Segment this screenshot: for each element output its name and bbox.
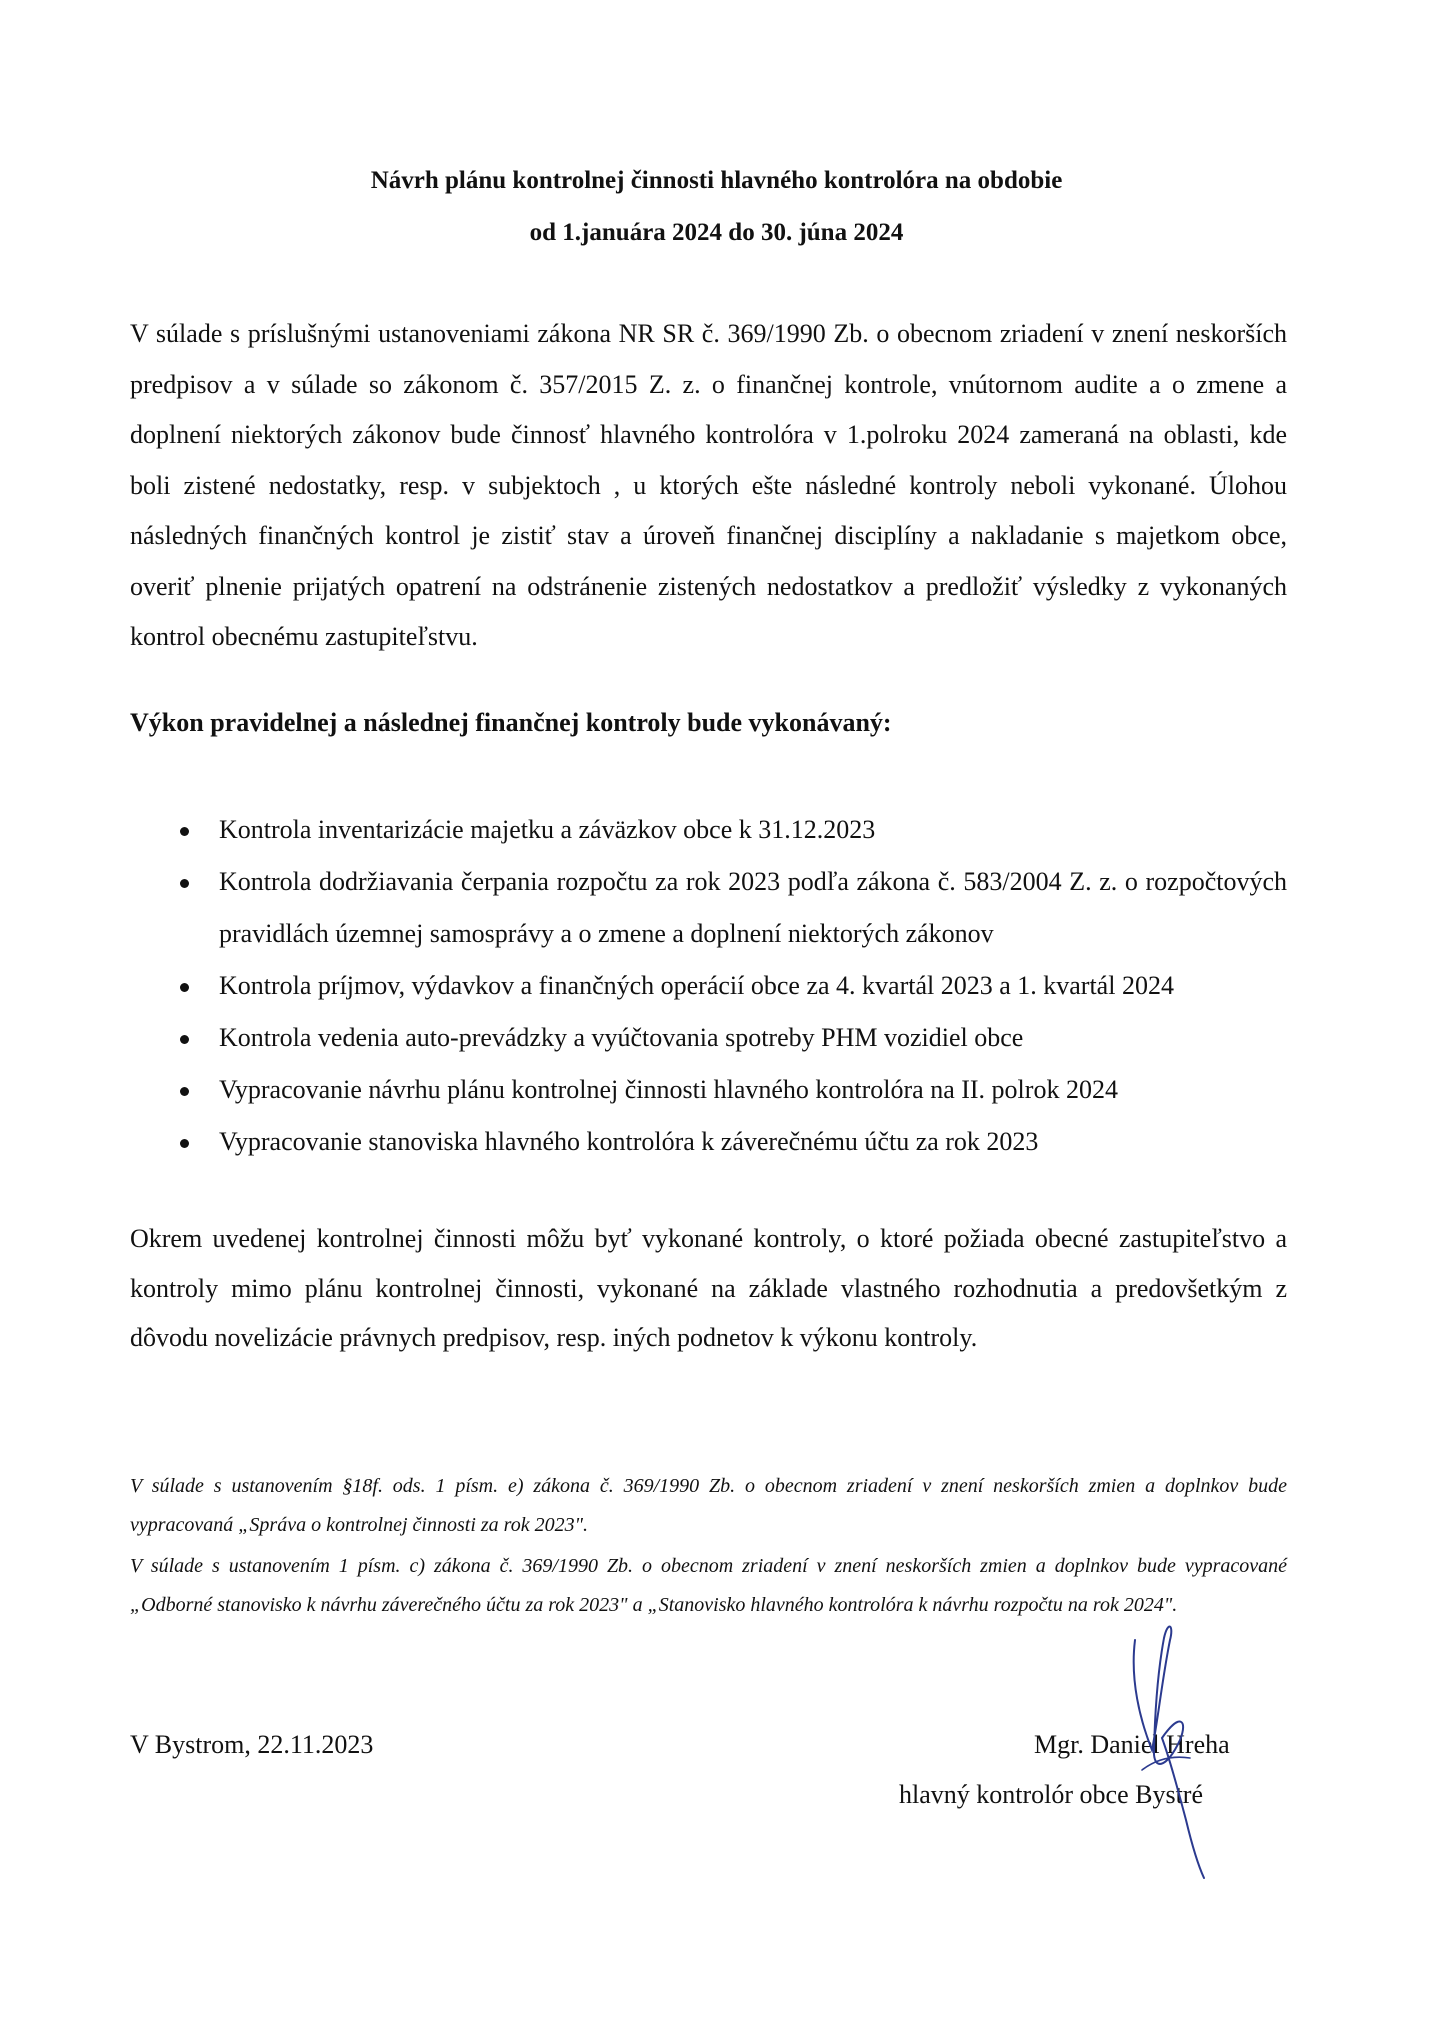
- list-item: [130, 804, 1287, 856]
- list-item-text: Kontrola dodržiavania čerpania rozpočtu za rok 2023 podľa zákona č. 583/2004 Z. z. o rozpočtových pravidlách územnej samosprávy a o zmene a doplnení niektorých zákonov: [219, 867, 1287, 948]
- control-activities-list: [130, 804, 1287, 1168]
- list-item: [130, 856, 1287, 960]
- signatory-name: Mgr. Daniel Hreha: [1034, 1730, 1230, 1759]
- list-item-text: Kontrola vedenia auto-prevádzky a vyúčtovania spotreby PHM vozidiel obce: [219, 1023, 1024, 1052]
- signatory-role: hlavný kontrolór obce Bystré: [899, 1780, 1203, 1809]
- bullet-icon: [180, 983, 189, 992]
- list-item-text: Kontrola inventarizácie majetku a záväzkov obce k 31.12.2023: [219, 815, 876, 844]
- bullet-icon: [180, 1139, 189, 1148]
- place-date: V Bystrom, 22.11.2023: [130, 1730, 374, 1759]
- list-item: [130, 960, 1287, 1012]
- intro-paragraph: V súlade s príslušnými ustanoveniami zákona NR SR č. 369/1990 Zb. o obecnom zriadení v znení neskorších predpisov a v súlade so zákonom č. 357/2015 Z. z. o finančnej kontrole, vnútornom audite a o zmene a doplnení niektorých zákonov bude činnosť hlavného kontrolóra v 1.polroku 2024 zameraná na oblasti, kde boli zistené nedostatky, resp. v subjektoch , u ktorých ešte následné kontroly neboli vykonané. Úlohou následných finančných kontrol je zistiť stav a úroveň finančnej disciplíny a nakladanie s majetkom obce, overiť plnenie prijatých opatrení na odstránenie zistených nedostatkov a predložiť výsledky z vykonaných kontrol obecnému zastupiteľstvu.: [130, 319, 1287, 651]
- footnote-2: V súlade s ustanovením 1 písm. c) zákona č. 369/1990 Zb. o obecnom zriadení v znení neskorších zmien a doplnkov bude vypracované „Odborné stanovisko k návrhu záverečného účtu za rok 2023" a „Stanovisko hlavného kontrolóra k návrhu rozpočtu na rok 2024".: [130, 1555, 1287, 1616]
- list-item-text: Vypracovanie návrhu plánu kontrolnej činnosti hlavného kontrolóra na II. polrok 2024: [219, 1075, 1118, 1104]
- outro-paragraph: Okrem uvedenej kontrolnej činnosti môžu byť vykonané kontroly, o ktoré požiada obecné zastupiteľstvo a kontroly mimo plánu kontrolnej činnosti, vykonané na základe vlastného rozhodnutia a predovšetkým z dôvodu novelizácie právnych predpisov, resp. iných podnetov k výkonu kontroly.: [130, 1224, 1287, 1352]
- document-title-line1: Návrh plánu kontrolnej činnosti hlavného kontrolóra na obdobie: [370, 167, 1063, 194]
- bullet-icon: [180, 827, 189, 836]
- footnote-1: V súlade s ustanovením §18f. ods. 1 písm. e) zákona č. 369/1990 Zb. o obecnom zriadení v znení neskorších zmien a doplnkov bude vypracovaná „Správa o kontrolnej činnosti za rok 2023".: [130, 1475, 1287, 1536]
- section-heading: Výkon pravidelnej a následnej finančnej kontroly bude vykonávaný:: [130, 708, 892, 737]
- list-item-text: Vypracovanie stanoviska hlavného kontrolóra k záverečnému účtu za rok 2023: [219, 1127, 1039, 1156]
- document-title-line2: od 1.januára 2024 do 30. júna 2024: [529, 219, 904, 246]
- bullet-icon: [180, 1087, 189, 1096]
- list-item: [130, 1012, 1287, 1064]
- list-item: [130, 1064, 1287, 1116]
- list-item-text: Kontrola príjmov, výdavkov a finančných operácií obce za 4. kvartál 2023 a 1. kvartál 2024: [219, 971, 1174, 1000]
- bullet-icon: [180, 1035, 189, 1044]
- bullet-icon: [180, 879, 189, 888]
- handwritten-signature-icon: [1100, 1620, 1240, 1880]
- list-item: [130, 1116, 1287, 1168]
